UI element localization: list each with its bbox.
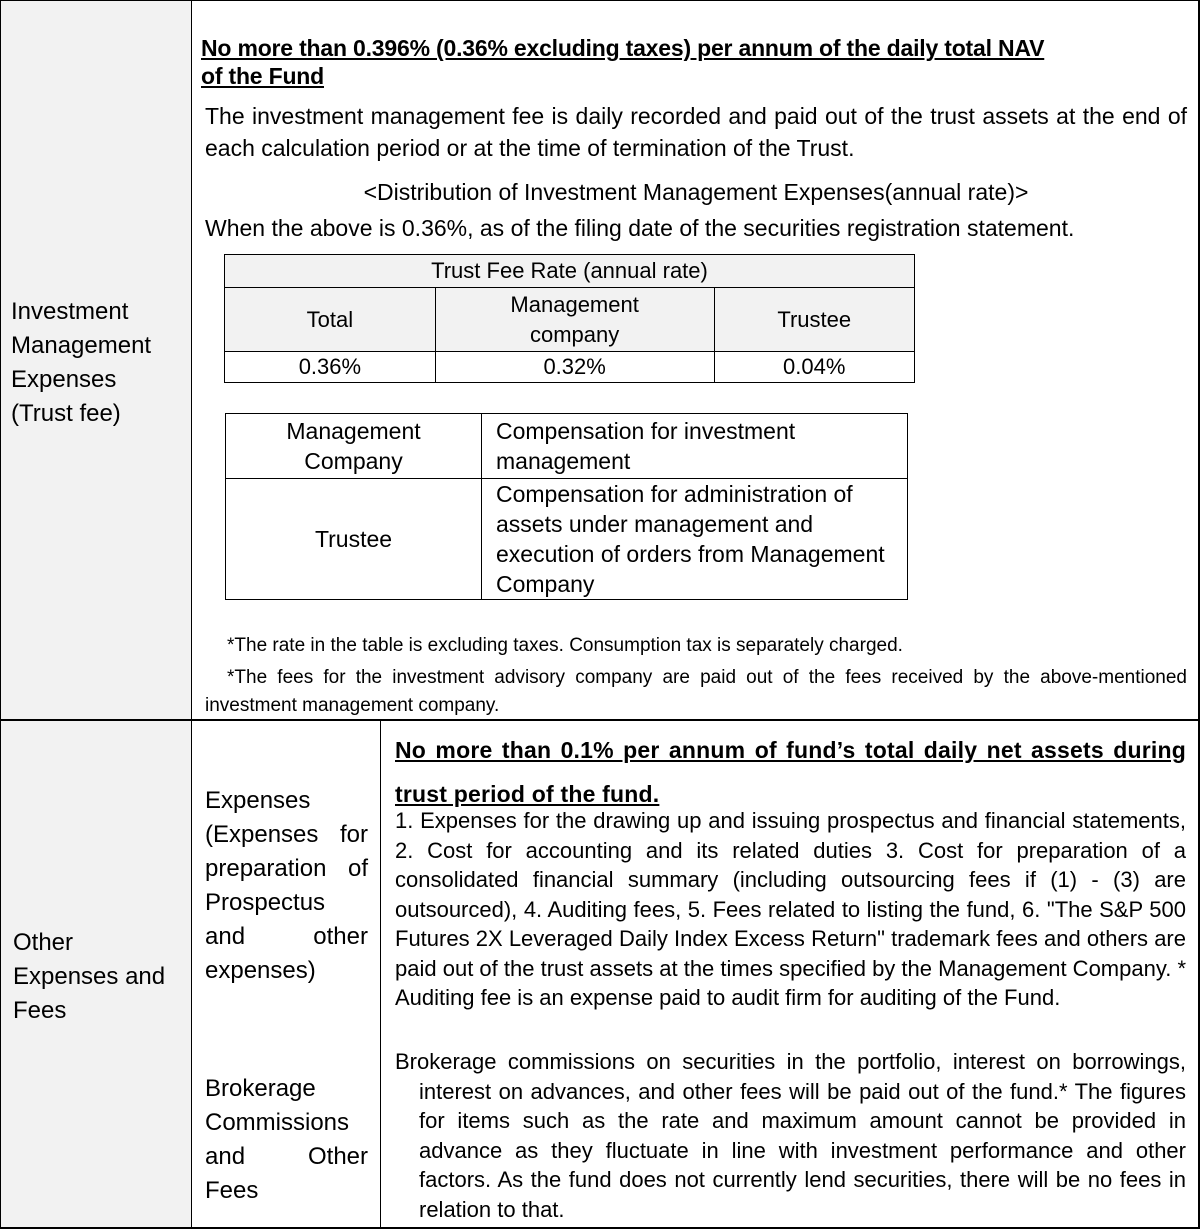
sub-label-divider (380, 721, 381, 1229)
rate-header-management: Management company (435, 288, 714, 352)
brokerage-label: Brokerage Commissions and Other Fees (205, 1075, 368, 1204)
section1-label (11, 295, 189, 431)
expenses-text: 1. Expenses for the drawing up and issuing prospectus and financial statements, 2. Cost for accounting and its related duties 3. Cost for preparation of a consolidated financial summary (including outsourcing fees if (1) - (3) are outsourced), 4. Auditing fees, 5. Fees related to listing the fund, 6. "The S&P 500 Futures 2X Leveraged Daily Index Excess Return" trademark fees and others are paid out of the trust assets at the times specified by the Management Company. * Auditing fee is an expense paid to audit firm for auditing of the Fund. (395, 808, 1186, 1010)
role-management-description: Compensation for investment management (482, 414, 908, 479)
note-taxes: *The rate in the table is excluding taxes. Consumption tax is separately charged. (227, 635, 903, 656)
trust-fee-rate-table (224, 254, 915, 383)
section1-label-line: Investment (11, 298, 129, 325)
section1-description: The investment management fee is daily recorded and paid out of the trust assets at the end of each calculation period or at the time of termination of the Trust. (205, 103, 1187, 161)
section2-label-line: Other (13, 929, 74, 956)
role-trustee-description: Compensation for administration of assets under management and execution of orders from Management Company (482, 479, 908, 600)
table-border-top (0, 0, 1200, 1)
role-management-company: Management Company (226, 414, 482, 479)
distribution-title: <Distribution of Investment Management Expenses(annual rate)> (363, 179, 1029, 205)
rate-header-trustee: Trustee (714, 288, 915, 352)
section2-label-line: Expenses and (13, 963, 166, 990)
rate-value-management: 0.32% (435, 352, 714, 383)
rate-value-trustee: 0.04% (714, 352, 915, 383)
rate-header-total: Total (225, 288, 436, 352)
when-note: When the above is 0.36%, as of the filing date of the securities registration statement. (205, 215, 1075, 241)
brokerage-text: Brokerage commissions on securities in the portfolio, interest on borrowings, interest on advances, and other fees will be paid out of the fund.* The figures for items such as the rate and maximum amount cannot be provided in advance as they fluctuate in line with investment performance and other factors. As the fund does not currently lend securities, there will be no fees in relation to that. (395, 1049, 1186, 1222)
note-advisory (205, 664, 1187, 720)
note-advisory-text: *The fees for the investment advisory company are paid out of the fees received by the above-mentioned investment management company. (205, 667, 1187, 716)
rate-table-caption: Trust Fee Rate (annual rate) (225, 255, 915, 288)
section2-label-line: Fees (13, 997, 67, 1024)
section1-label-line: (Trust fee) (11, 400, 121, 427)
expenses-label: Expenses (Expenses for preparation of Prospectus and other expenses) (205, 787, 368, 984)
expenses-heading: No more than 0.1% per annum of fund’s total daily net assets during trust period of the fund. (395, 737, 1186, 807)
section1-label-line: Expenses (11, 366, 117, 393)
section1-heading: No more than 0.396% (0.36% excluding taxes) per annum of the daily total NAV of the Fund (201, 35, 1045, 89)
section1-label-line: Management (11, 332, 152, 359)
section2-label (13, 926, 189, 1028)
label-column-divider (191, 0, 192, 1229)
roles-table (225, 413, 908, 600)
table-border-left (0, 0, 1, 1229)
rate-value-total: 0.36% (225, 352, 436, 383)
role-trustee: Trustee (226, 479, 482, 600)
